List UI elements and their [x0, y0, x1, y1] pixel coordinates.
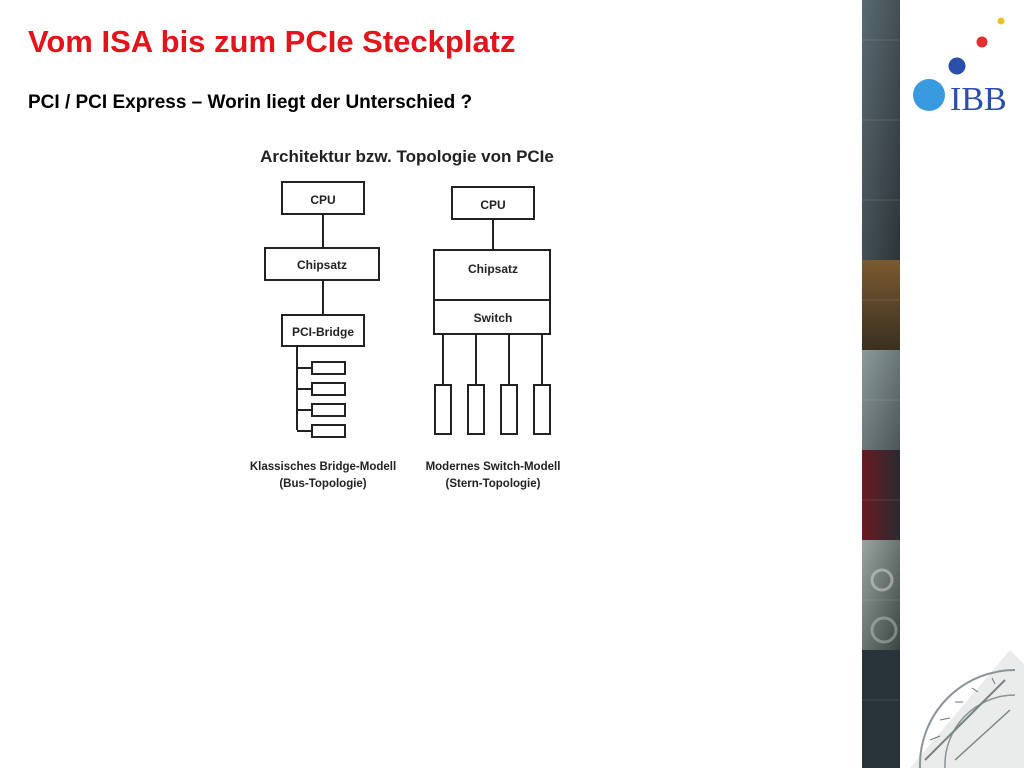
- decorative-photo-strip: [862, 0, 900, 768]
- decorative-protractor: [900, 640, 1024, 768]
- bridge-chipset-label: Chipsatz: [296, 258, 348, 272]
- logo-dot-yellow: [998, 18, 1005, 25]
- switch-slot: [468, 385, 484, 434]
- logo-text: IBB: [950, 81, 1007, 118]
- slide-subtitle: PCI / PCI Express – Worin liegt der Unterschied ?: [28, 92, 473, 113]
- bridge-slot: [312, 362, 345, 374]
- ibb-logo: [905, 10, 1021, 120]
- switch-slot-group: [435, 334, 550, 434]
- bridge-slot: [312, 404, 345, 416]
- bridge-slot: [312, 383, 345, 395]
- bridge-slot-group: [297, 362, 345, 437]
- switch-caption-line1: Modernes Switch-Modell: [425, 461, 561, 473]
- switch-slot: [435, 385, 451, 434]
- switch-slot: [501, 385, 517, 434]
- logo-dot-red: [977, 37, 988, 48]
- switch-cpu-label: CPU: [480, 198, 506, 212]
- bridge-caption-line2: (Bus-Topologie): [279, 478, 367, 490]
- switch-slot: [534, 385, 550, 434]
- bridge-cpu-label: CPU: [310, 193, 336, 207]
- bridge-caption-line1: Klassisches Bridge-Modell: [249, 461, 397, 473]
- bridge-pci-bridge-label: PCI-Bridge: [291, 325, 355, 339]
- switch-chipset-label: Chipsatz: [467, 262, 519, 276]
- logo-dot-blue: [913, 79, 945, 111]
- topology-diagram: [225, 138, 595, 498]
- logo-dot-navy: [949, 58, 966, 75]
- bridge-model: [265, 182, 379, 437]
- switch-switch-label: Switch: [473, 311, 513, 325]
- switch-caption-line2: (Stern-Topologie): [445, 478, 541, 490]
- bridge-slot: [312, 425, 345, 437]
- diagram-heading: Architektur bzw. Topologie von PCIe: [260, 147, 554, 166]
- slide-title: Vom ISA bis zum PCIe Steckplatz: [28, 24, 516, 59]
